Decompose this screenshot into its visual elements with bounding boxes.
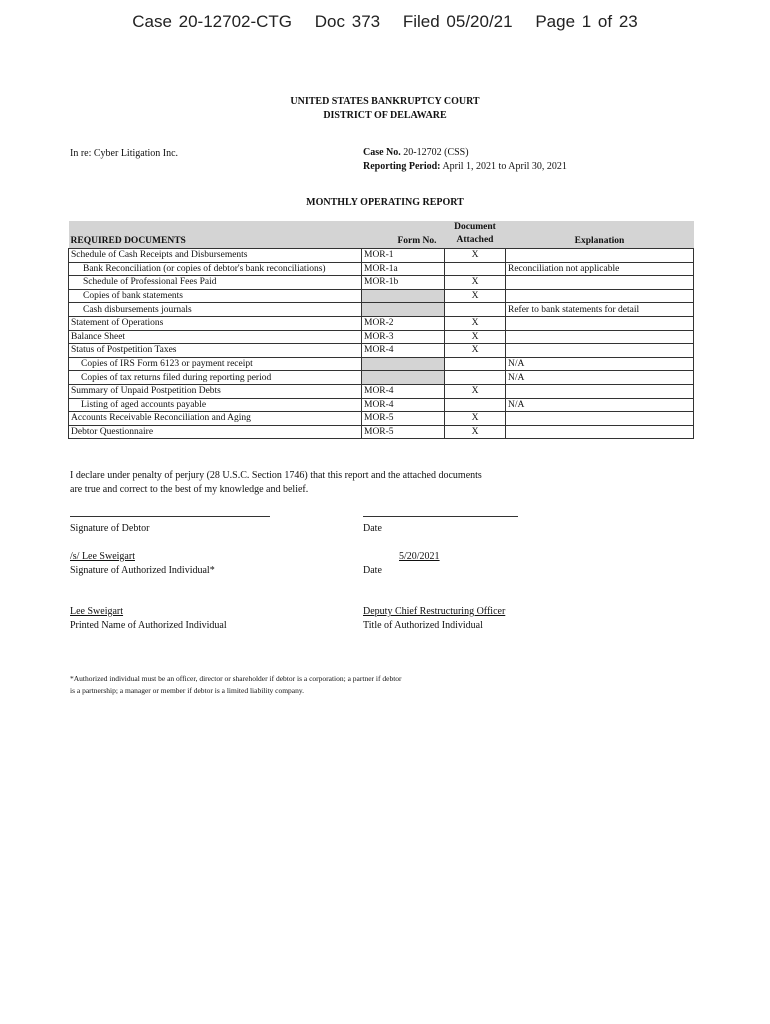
- reporting-period-value: April 1, 2021 to April 30, 2021: [442, 161, 567, 172]
- row-attached: X: [445, 276, 506, 290]
- case-header-stamp: [0, 12, 770, 32]
- signature-of-debtor-label: Signature of Debtor: [70, 523, 150, 534]
- row-explanation: [506, 276, 694, 290]
- row-attached: X: [445, 425, 506, 439]
- case-no-label: Case No.: [363, 147, 401, 158]
- row-attached: X: [445, 412, 506, 426]
- header-attached-line1: Document: [454, 222, 496, 232]
- table-row: [69, 316, 694, 330]
- row-explanation: [506, 344, 694, 358]
- header-attached-line2: Attached: [456, 235, 494, 245]
- printed-name-label: Printed Name of Authorized Individual: [70, 620, 227, 631]
- table-row: [69, 384, 694, 398]
- table-row: [69, 303, 694, 317]
- in-re-debtor: In re: Cyber Litigation Inc.: [70, 148, 179, 159]
- date-signature-line: [363, 516, 518, 517]
- row-document: Balance Sheet: [69, 330, 362, 344]
- row-document: Bank Reconciliation (or copies of debtor's bank reconciliations): [69, 262, 362, 276]
- row-form: MOR-4: [362, 398, 445, 412]
- row-explanation: N/A: [506, 398, 694, 412]
- table-row: [69, 289, 694, 303]
- header-document-attached: [445, 221, 506, 249]
- case-number: Case 20-12702-CTG: [132, 12, 293, 31]
- row-explanation: [506, 425, 694, 439]
- row-form: MOR-3: [362, 330, 445, 344]
- row-form: MOR-2: [362, 316, 445, 330]
- doc-number: Doc 373: [314, 12, 381, 31]
- row-form: MOR-4: [362, 344, 445, 358]
- row-document: Schedule of Cash Receipts and Disbursements: [69, 249, 362, 263]
- authorized-date-label: Date: [363, 565, 382, 576]
- row-form: MOR-4: [362, 384, 445, 398]
- row-attached: [445, 357, 506, 371]
- table-row: [69, 412, 694, 426]
- header-explanation: Explanation: [506, 221, 694, 249]
- table-row: [69, 276, 694, 290]
- row-form: [362, 303, 445, 317]
- row-form: [362, 357, 445, 371]
- row-document: Statement of Operations: [69, 316, 362, 330]
- row-document: Copies of tax returns filed during reporting period: [69, 371, 362, 385]
- table-row: [69, 398, 694, 412]
- row-form: MOR-1: [362, 249, 445, 263]
- report-title: MONTHLY OPERATING REPORT: [306, 197, 464, 208]
- footnote-line-1: *Authorized individual must be an officer, director or shareholder if debtor is a corporation; a partner if debtor: [70, 674, 402, 683]
- required-documents-table: [68, 221, 694, 439]
- row-attached: [445, 303, 506, 317]
- row-document: Listing of aged accounts payable: [69, 398, 362, 412]
- perjury-declaration: [70, 469, 482, 497]
- filed-date: Filed 05/20/21: [402, 12, 513, 31]
- title-label: Title of Authorized Individual: [363, 620, 483, 631]
- row-form: [362, 289, 445, 303]
- row-form: MOR-1a: [362, 262, 445, 276]
- declaration-line-1: I declare under penalty of perjury (28 U.S.C. Section 1746) that this report and the attached documents: [70, 470, 482, 481]
- table-row: [69, 262, 694, 276]
- table-row: [69, 330, 694, 344]
- table-header-row: [69, 221, 694, 249]
- row-attached: [445, 262, 506, 276]
- footnote: [70, 673, 402, 697]
- row-explanation: [506, 412, 694, 426]
- row-document: Copies of bank statements: [69, 289, 362, 303]
- debtor-signature-line: [70, 516, 270, 517]
- row-form: MOR-5: [362, 425, 445, 439]
- row-explanation: [506, 249, 694, 263]
- row-explanation: N/A: [506, 357, 694, 371]
- row-attached: X: [445, 316, 506, 330]
- header-required-documents: REQUIRED DOCUMENTS: [69, 221, 362, 249]
- row-attached: [445, 371, 506, 385]
- row-document: Cash disbursements journals: [69, 303, 362, 317]
- row-explanation: [506, 316, 694, 330]
- row-explanation: N/A: [506, 371, 694, 385]
- page-indicator: Page 1 of 23: [535, 12, 638, 31]
- row-form: [362, 371, 445, 385]
- row-attached: [445, 398, 506, 412]
- authorized-signature: /s/ Lee Sweigart: [70, 551, 135, 562]
- row-form: MOR-1b: [362, 276, 445, 290]
- footnote-line-2: is a partnership; a manager or member if debtor is a limited liability company.: [70, 686, 305, 695]
- row-explanation: [506, 384, 694, 398]
- authorized-title: Deputy Chief Restructuring Officer: [363, 606, 506, 617]
- row-document: Schedule of Professional Fees Paid: [69, 276, 362, 290]
- debtor-date-label: Date: [363, 523, 382, 534]
- row-explanation: Refer to bank statements for detail: [506, 303, 694, 317]
- row-explanation: Reconciliation not applicable: [506, 262, 694, 276]
- row-document: Debtor Questionnaire: [69, 425, 362, 439]
- court-heading: [0, 95, 770, 123]
- row-document: Status of Postpetition Taxes: [69, 344, 362, 358]
- case-info: [363, 146, 567, 174]
- court-name: UNITED STATES BANKRUPTCY COURT: [290, 96, 480, 107]
- row-document: Accounts Receivable Reconciliation and Aging: [69, 412, 362, 426]
- authorized-signature-label: Signature of Authorized Individual*: [70, 565, 215, 576]
- row-document: Copies of IRS Form 6123 or payment receipt: [69, 357, 362, 371]
- row-form: MOR-5: [362, 412, 445, 426]
- reporting-period-label: Reporting Period:: [363, 161, 441, 172]
- table-row: [69, 425, 694, 439]
- row-explanation: [506, 330, 694, 344]
- header-form-no: Form No.: [362, 221, 445, 249]
- row-attached: X: [445, 330, 506, 344]
- table-row: [69, 249, 694, 263]
- declaration-line-2: are true and correct to the best of my knowledge and belief.: [70, 484, 309, 495]
- row-attached: X: [445, 344, 506, 358]
- printed-name: Lee Sweigart: [70, 606, 124, 617]
- row-attached: X: [445, 384, 506, 398]
- authorized-signature-date: 5/20/2021: [399, 551, 440, 562]
- table-row: [69, 371, 694, 385]
- court-district: DISTRICT OF DELAWARE: [323, 110, 447, 121]
- row-document: Summary of Unpaid Postpetition Debts: [69, 384, 362, 398]
- row-attached: X: [445, 249, 506, 263]
- case-no-value: 20-12702 (CSS): [403, 147, 469, 158]
- row-attached: X: [445, 289, 506, 303]
- table-row: [69, 344, 694, 358]
- row-explanation: [506, 289, 694, 303]
- table-row: [69, 357, 694, 371]
